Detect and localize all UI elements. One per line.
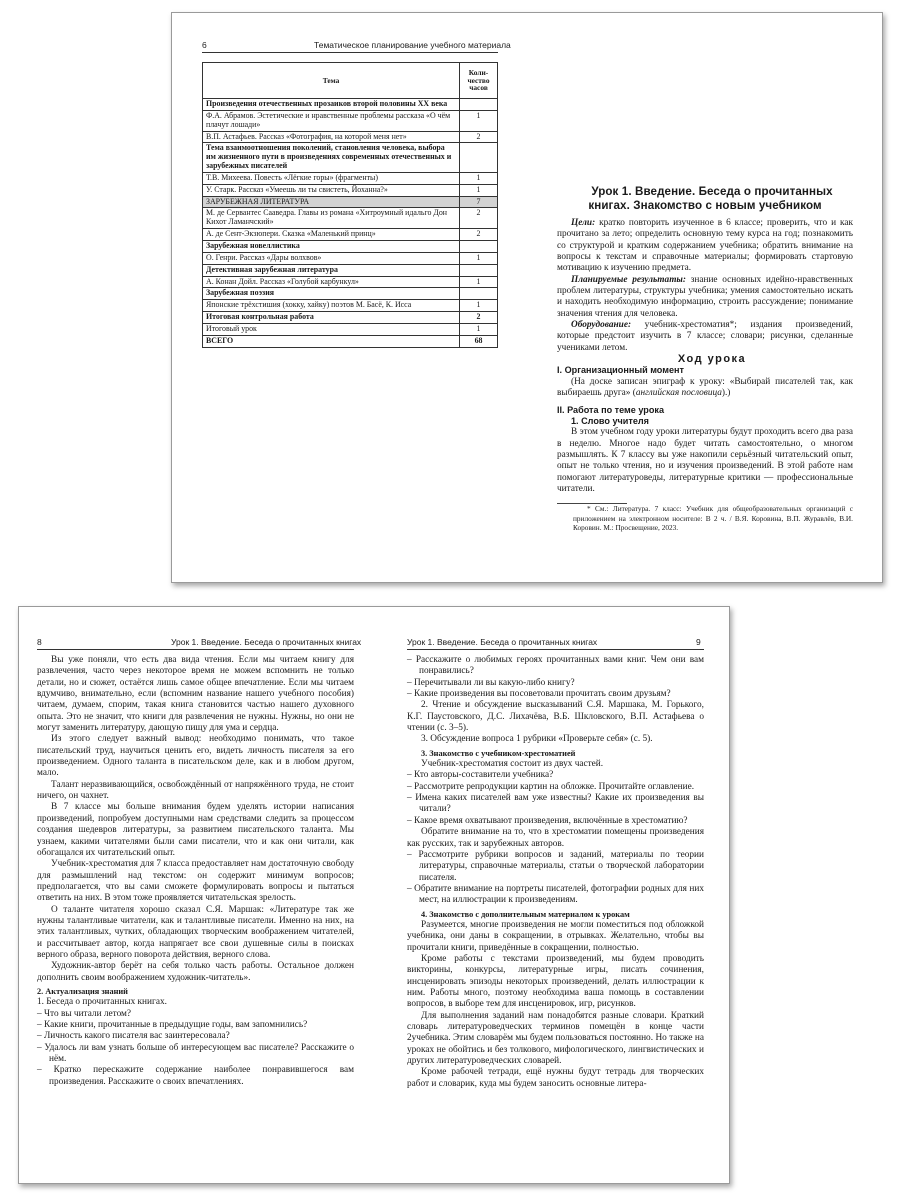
textbook-heading: 3. Знакомство с учебником-хрестоматией (421, 748, 576, 758)
table-row (203, 276, 498, 288)
paragraph: Обратите внимание на то, что в хрестоматии помещены произведения как русских, так и зарубежных авторов. (407, 827, 704, 849)
actualization-item: 1. Беседа о прочитанных книгах. (37, 997, 167, 1008)
question-item: – Рассмотрите рубрики вопросов и заданий, материалы по теории литературы, справочные материалы, статьи о творческой лаборатории писателя. (407, 850, 704, 884)
hours-cell: 1 (460, 276, 498, 288)
results-label: Планируемые результаты: (571, 274, 686, 285)
hours-cell: 2 (460, 312, 498, 324)
question-item: – Какое время охватывают произведения, включённые в хрестоматию? (407, 816, 704, 827)
hours-cell (460, 143, 498, 173)
goals-text: кратко повторить изученное в 6 классе; проверить, что и как прочитано за лето; определить основную тему курса на год; познакомить со структурой и кратким содержанием учебника; обратить внимание на вопросы к текстам и справочные материалы; формировать стартовую мотивацию к изучению предмета. (557, 218, 853, 274)
goals-paragraph (557, 218, 853, 275)
epigraph-source: английская пословица (635, 388, 722, 399)
topic-cell: Зарубежная новеллистика (203, 240, 460, 252)
actualization-heading: 2. Актуализация знаний (37, 986, 128, 996)
epigraph-close: ).) (721, 388, 731, 399)
hours-cell: 1 (460, 252, 498, 264)
hours-cell (460, 99, 498, 111)
paragraph: Кроме рабочей тетради, ещё нужны будут тетрадь для творческих работ и словарик, куда мы будем заносить основные литера- (407, 1067, 704, 1089)
question-item: – Что вы читали летом? (37, 1009, 354, 1020)
paragraph: О таланте читателя хорошо сказал С.Я. Маршак: «Литературе так же нужны талантливые читатели, как и талантливые писатели. Именно на них, на этих талантливых, чутких, обладающих творческим воображением читателей, и рассчитывает автор, когда напрягает все свои душевные силы в поисках верного образа, верного поворота действия, верного слова. (37, 904, 354, 960)
topic-cell: М. де Сервантес Сааведра. Главы из романа «Хитроумный идальго Дон Кихот Ламанчский» (203, 208, 460, 229)
hours-cell: 2 (460, 229, 498, 241)
table-row (203, 300, 498, 312)
hours-cell (460, 264, 498, 276)
table-row (203, 172, 498, 184)
topic-cell: Т.В. Михеева. Повесть «Лёгкие горы» (фрагменты) (203, 172, 460, 184)
equipment-paragraph (557, 320, 853, 354)
paragraph: Учебник-хрестоматия состоит из двух частей. (421, 759, 604, 770)
footnote: * См.: Литература. 7 класс: Учебник для общеобразовательных организаций с приложением на электронном носителе: В 2 ч. / В.Я. Коровина, В.П. Журавлёв, В.И. Коровин. М.: Просвещение, 2023. (573, 504, 853, 533)
paragraph: Художник-автор берёт на себя только часть работы. Остальное должен дополнить своим воображением художник-читатель». (37, 961, 354, 983)
table-row (203, 196, 498, 208)
page-number-6: 6 (202, 40, 207, 50)
topic-cell: Детективная зарубежная литература (203, 264, 460, 276)
paragraph: Талант неразвивающийся, освобождённый от напряжённого труда, не стоит ничего, он чахнет. (37, 779, 354, 802)
hours-cell: 68 (460, 335, 498, 347)
topic-cell: А. Конан Дойл. Рассказ «Голубой карбункул» (203, 276, 460, 288)
topic-cell: Итоговый урок (203, 323, 460, 335)
results-paragraph (557, 275, 853, 320)
table-row (203, 252, 498, 264)
question-item: – Перечитывали ли вы какую-либо книгу? (407, 678, 704, 689)
topic-cell: Зарубежная поэзия (203, 288, 460, 300)
topic-cell: ЗАРУБЕЖНАЯ ЛИТЕРАТУРА (203, 196, 460, 208)
paragraph: Разумеется, многие произведения не могли поместиться под обложкой учебника, они даны в сокращении, в отрывках. Желательно, чтобы вы прочитали книги, приведённые в сокращении, полностью. (407, 919, 704, 953)
planning-table (202, 62, 498, 348)
results-text: знание основных идейно-нравственных проблем литературы, структуры учебника; умения самостоятельно искать и находить необходимую информацию, строить рассуждение; понимание значения чтения для человека. (557, 274, 853, 319)
question-item: – Какие произведения вы посоветовали прочитать своим друзьям? (407, 689, 704, 700)
table-row (203, 288, 498, 300)
topic-cell: А. де Сент-Экзюпери. Сказка «Маленький принц» (203, 229, 460, 241)
question-item: – Какие книги, прочитанные в предыдущие годы, вам запомнились? (37, 1020, 354, 1031)
epigraph-text: (На доске записан эпиграф к уроку: «Выбирай писателей так, как выбираешь друга» ( (557, 376, 853, 399)
paragraph: Вы уже поняли, что есть два вида чтения. Если мы читаем книгу для развлечения, часто через некоторое время не можем вспомнить не только детали, но и сюжет, остаётся лишь самое общее впечатление. Если мы читаем вдумчиво, внимательно, если (вспомним название нашего учебного пособия) читаем, думаем, спорим, такая книга становится частью нашего духовного опыта. Это не значит, что книги для развлечения не нужны. Нужны, но они не могут заменить литературу, дающую пищу для ума и сердца. (37, 655, 354, 734)
question-item: – Расскажите о любимых героях прочитанных вами книг. Чем они вам понравились? (407, 655, 704, 678)
question-item: – Обратите внимание на портреты писателей, фотографии родных для них мест, на иллюстрации к произведениям. (407, 884, 704, 907)
topic-cell: Ф.А. Абрамов. Эстетические и нравственные проблемы рассказа «О чём плачут лошади» (203, 110, 460, 131)
table-row (203, 323, 498, 335)
col-header-hours: Коли-чество часов (460, 63, 498, 99)
paragraph: Кроме работы с текстами произведений, мы будем проводить викторины, конкурсы, литературные игры, писать сочинения, инсценировать эпизоды некоторых произведений, делать иллюстрации к ним. Работы много, поэтому необходима ваша помощь в составлении вопросов, в выборе тем для инсценировок, игр, рисунков. (407, 953, 704, 1010)
topic-cell: Тема взаимоотношения поколений, становления человека, выбора им жизненного пути в произведениях современных отечественных и зарубежных писателей (203, 143, 460, 173)
topic-cell: Итоговая контрольная работа (203, 312, 460, 324)
table-row (203, 240, 498, 252)
paragraph: Учебник-хрестоматия для 7 класса предоставляет нам достаточную свободу для размышлений над текстом: он содержит минимум вопросов; предполагается, что вы сами сможете формулировать вопросы и пытаться ответить на них. В этом тоже проявляется читательская зрелость. (37, 859, 354, 904)
hours-cell: 2 (460, 208, 498, 229)
topic-cell: В.П. Астафьев. Рассказ «Фотография, на которой меня нет» (203, 131, 460, 143)
equipment-text: учебник-хрестоматия*; издания произведений, которые предстоит изучить в 7 классе; словари; рисунки, сделанные учениками летом. (557, 320, 853, 353)
bottom-spread (18, 606, 730, 1184)
topic-cell: О. Генри. Рассказ «Дары волхвов» (203, 252, 460, 264)
goals-label: Цели: (571, 218, 596, 228)
paragraph: В 7 классе мы больше внимания будем уделять истории написания произведений, попробуем доступными нам средствами следить за процессом создания шедевров литературы, за развитием писательского таланта. Мы узнаем, какими читателями были сами писатели, что и как они читали, как обогащался их читательский опыт. (37, 802, 354, 858)
topic-cell: У. Старк. Рассказ «Умеешь ли ты свистеть, Йоханна?» (203, 184, 460, 196)
running-header-6: Тематическое планирование учебного материала (314, 40, 511, 50)
lesson-plan-column (557, 185, 853, 533)
top-spread (171, 12, 883, 583)
header-rule-8 (37, 649, 354, 650)
table-row (203, 143, 498, 173)
table-row (203, 99, 498, 111)
equipment-label: Оборудование: (571, 320, 632, 331)
table-row (203, 184, 498, 196)
lesson-progress-heading: Ход урока (677, 353, 747, 366)
hours-cell: 1 (460, 110, 498, 131)
table-row (203, 312, 498, 324)
hours-cell: 2 (460, 131, 498, 143)
teacher-text: В этом учебном году уроки литературы будут проходить всего два раза в неделю. Многое надо будет читать самостоятельно, о многом размышлять. К 7 классу вы уже накопили серьёзный читательский опыт, опыт не только чтения, но и изучения произведений. В этой работе нам помогают литературоведы, литературные критики — профессиональные читатели. (557, 427, 853, 494)
table-row (203, 208, 498, 229)
section-1-heading: I. Организационный момент (557, 365, 684, 376)
running-header-9: Урок 1. Введение. Беседа о прочитанных книгах (407, 637, 598, 647)
question-item: – Кратко перескажите содержание наиболее понравившегося вам произведения. Расскажите о своих впечатлениях. (37, 1065, 354, 1088)
table-row (203, 131, 498, 143)
hours-cell: 7 (460, 196, 498, 208)
discussion-item: 3. Обсуждение вопроса 1 рубрики «Проверьте себя» (с. 5). (421, 734, 653, 745)
table-row (203, 264, 498, 276)
page-8-text (37, 655, 354, 1088)
question-item: – Имена каких писателей вам уже известны? Какие их произведения вы читали? (407, 793, 704, 816)
page-number-8: 8 (37, 637, 42, 647)
question-item: – Удалось ли вам узнать больше об интересующем вас писателе? Расскажите о нём. (37, 1043, 354, 1066)
hours-cell: 1 (460, 323, 498, 335)
hours-cell (460, 288, 498, 300)
page-9-text (407, 655, 704, 1090)
section-2-heading: II. Работа по теме урока (557, 404, 665, 415)
question-item: – Кто авторы-составители учебника? (407, 770, 704, 781)
question-item: – Личность какого писателя вас заинтересовала? (37, 1031, 354, 1042)
hours-cell (460, 240, 498, 252)
subsection-teacher-word: 1. Слово учителя (571, 415, 649, 426)
discussion-item: 2. Чтение и обсуждение высказываний С.Я. Маршака, М. Горького, К.Г. Паустовского, Д.С. Лихачёва, В.Б. Шкловского, В.П. Астафьева о чтении (с. 3–5). (407, 700, 704, 734)
hours-cell: 1 (460, 184, 498, 196)
hours-cell: 1 (460, 172, 498, 184)
col-header-topic: Тема (203, 63, 460, 99)
page-number-9: 9 (696, 637, 701, 647)
hours-cell: 1 (460, 300, 498, 312)
topic-cell: ВСЕГО (203, 335, 460, 347)
header-rule (202, 52, 498, 53)
question-item: – Рассмотрите репродукции картин на обложке. Прочитайте оглавление. (407, 782, 704, 793)
topic-cell: Произведения отечественных прозаиков второй половины XX века (203, 99, 460, 111)
paragraph: Для выполнения заданий нам понадобятся разные словари. Краткий словарь литературоведческих терминов помещён в конце части 2учебника. Этим словарём мы будем пользоваться постоянно. Но также на уроках не обойтись и без толкового, мифологического, лингвистических и других литературоведческих словарей. (407, 1010, 704, 1067)
table-row (203, 229, 498, 241)
header-rule-9 (407, 649, 704, 650)
extra-material-heading: 4. Знакомство с дополнительным материалом к урокам (421, 909, 630, 919)
table-row (203, 335, 498, 347)
topic-cell: Японские трёхстишия (хокку, хайку) поэтов М. Басё, К. Исса (203, 300, 460, 312)
table-row (203, 110, 498, 131)
running-header-8: Урок 1. Введение. Беседа о прочитанных книгах (171, 637, 362, 647)
paragraph: Из этого следует важный вывод: необходимо понимать, что такое писательский труд, научиться ценить его, видеть личность писателя за его произведением. Одного таланта в писательском деле, как и в любом другом, мало. (37, 734, 354, 779)
section-1-text (557, 377, 853, 400)
lesson-title: Урок 1. Введение. Беседа о прочитанных книгах. Знакомство с новым учебником (588, 185, 833, 212)
